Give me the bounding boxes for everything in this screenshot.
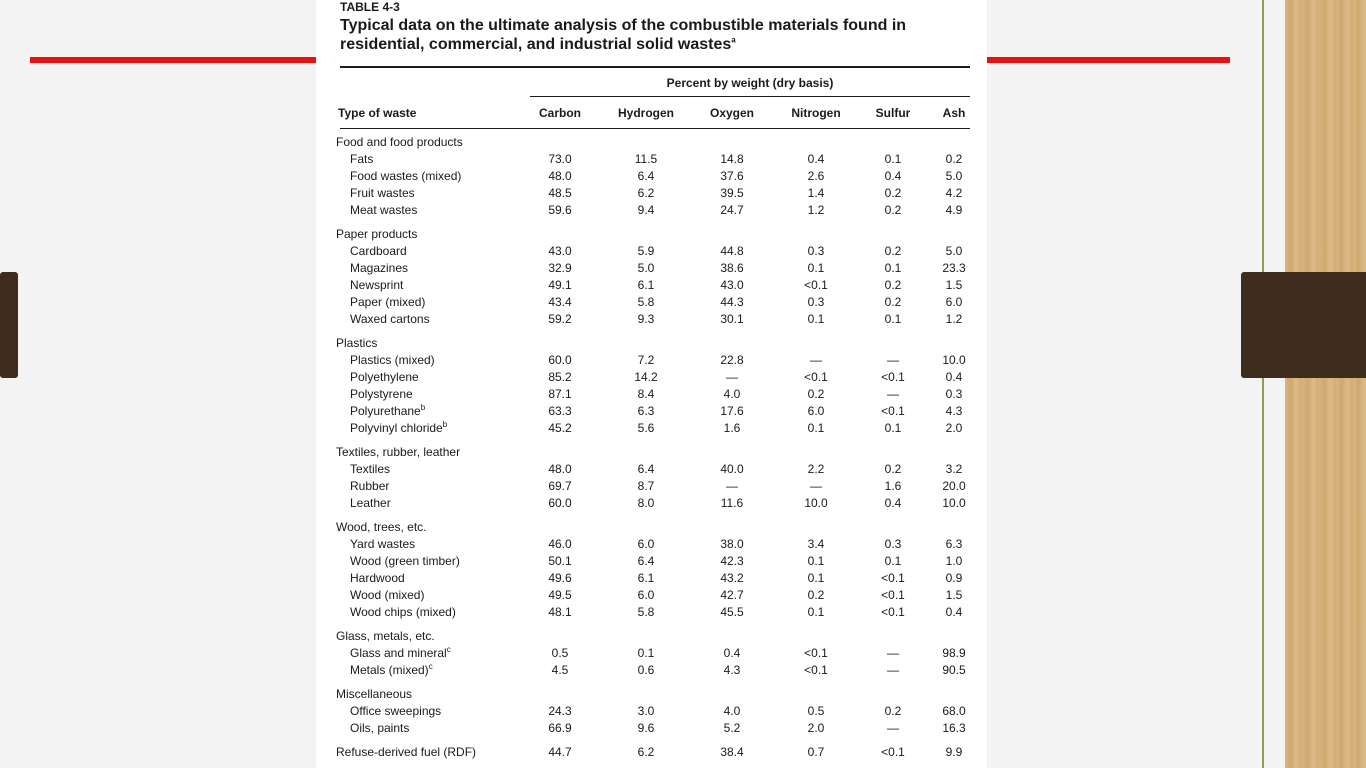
cell-oxygen: 42.7 xyxy=(720,588,744,602)
row-label-text: Textiles, rubber, leather xyxy=(336,445,461,459)
cell-hydrogen: 14.2 xyxy=(634,370,658,384)
cell-sulfur: 0.3 xyxy=(884,537,902,551)
table-row xyxy=(316,311,987,328)
cell-hydrogen: 7.2 xyxy=(637,353,655,367)
cell-nitrogen: 10.0 xyxy=(804,496,828,510)
cell-nitrogen: 0.7 xyxy=(807,745,825,759)
category-label xyxy=(336,519,427,536)
category-label xyxy=(336,444,460,461)
cell-hydrogen: 6.4 xyxy=(637,169,655,183)
cell-nitrogen: 0.1 xyxy=(807,571,825,585)
row-label-text: Fats xyxy=(350,152,374,166)
row-label xyxy=(350,369,419,386)
cell-carbon: 60.0 xyxy=(548,353,572,367)
cell-oxygen: 11.6 xyxy=(720,496,744,510)
header-rule xyxy=(340,128,970,129)
footnote-mark: b xyxy=(420,403,426,412)
footnote-mark: c xyxy=(446,645,451,654)
cell-oxygen: 40.0 xyxy=(720,462,744,476)
table-row xyxy=(316,294,987,311)
category-label xyxy=(336,134,463,151)
category-row xyxy=(316,134,987,151)
cell-sulfur: <0.1 xyxy=(881,370,905,384)
cell-carbon: 87.1 xyxy=(548,387,572,401)
cell-sulfur: 0.1 xyxy=(884,421,902,435)
row-label-text: Magazines xyxy=(350,261,409,275)
footnote-mark: c xyxy=(428,662,433,671)
cell-sulfur: 0.4 xyxy=(884,496,902,510)
cell-ash: 3.2 xyxy=(945,462,963,476)
cell-nitrogen: 0.4 xyxy=(807,152,825,166)
row-label xyxy=(350,604,456,621)
row-label xyxy=(350,260,408,277)
cell-carbon: 43.4 xyxy=(548,295,572,309)
category-label xyxy=(336,686,412,703)
cell-nitrogen: <0.1 xyxy=(804,663,828,677)
table-row xyxy=(316,570,987,587)
category-label xyxy=(336,744,476,761)
cell-oxygen: 45.5 xyxy=(720,605,744,619)
row-label xyxy=(350,720,409,737)
row-label-text: Rubber xyxy=(350,479,390,493)
cell-hydrogen: 0.1 xyxy=(637,646,655,660)
row-label-text: Waxed cartons xyxy=(350,312,430,326)
cell-oxygen: 38.6 xyxy=(720,261,744,275)
table-row xyxy=(316,587,987,604)
cell-sulfur: 0.2 xyxy=(884,203,902,217)
table-row xyxy=(316,420,987,437)
row-label xyxy=(350,311,430,328)
cell-hydrogen: 8.4 xyxy=(637,387,655,401)
cell-nitrogen: <0.1 xyxy=(804,370,828,384)
cell-oxygen: 4.0 xyxy=(723,387,741,401)
column-header-nitrogen: Nitrogen xyxy=(791,106,841,120)
cell-oxygen: 37.6 xyxy=(720,169,744,183)
cell-sulfur: <0.1 xyxy=(881,571,905,585)
table-row xyxy=(316,645,987,662)
cell-sulfur: — xyxy=(887,353,899,367)
cell-sulfur: — xyxy=(887,387,899,401)
row-label xyxy=(350,277,403,294)
category-label xyxy=(336,226,417,243)
cell-hydrogen: 8.0 xyxy=(637,496,655,510)
cell-ash: 0.4 xyxy=(945,370,963,384)
cell-carbon: 49.1 xyxy=(548,278,572,292)
cell-carbon: 48.1 xyxy=(548,605,572,619)
decorative-tab-left xyxy=(0,272,18,378)
accent-line-left xyxy=(30,57,320,63)
cell-oxygen: 4.0 xyxy=(723,704,741,718)
cell-ash: 98.9 xyxy=(942,646,966,660)
row-label xyxy=(350,662,433,679)
table-row xyxy=(316,662,987,679)
cell-oxygen: — xyxy=(726,479,738,493)
cell-ash: 4.9 xyxy=(945,203,963,217)
cell-sulfur: 0.2 xyxy=(884,278,902,292)
category-row xyxy=(316,444,987,461)
cell-hydrogen: 6.2 xyxy=(637,745,655,759)
cell-nitrogen: 6.0 xyxy=(807,404,825,418)
cell-ash: 10.0 xyxy=(942,353,966,367)
row-label-text: Glass, metals, etc. xyxy=(336,629,435,643)
cell-ash: 23.3 xyxy=(942,261,966,275)
cell-ash: 0.2 xyxy=(945,152,963,166)
cell-oxygen: 44.3 xyxy=(720,295,744,309)
cell-carbon: 60.0 xyxy=(548,496,572,510)
cell-sulfur: <0.1 xyxy=(881,588,905,602)
category-label xyxy=(336,335,377,352)
row-label-text: Wood (mixed) xyxy=(350,588,425,602)
row-label xyxy=(350,461,390,478)
cell-carbon: 48.0 xyxy=(548,462,572,476)
column-header-sulfur: Sulfur xyxy=(875,106,911,120)
cell-hydrogen: 6.1 xyxy=(637,278,655,292)
cell-nitrogen: 0.1 xyxy=(807,554,825,568)
cell-nitrogen: 2.0 xyxy=(807,721,825,735)
cell-ash: 2.0 xyxy=(945,421,963,435)
cell-sulfur: 0.2 xyxy=(884,244,902,258)
cell-carbon: 49.5 xyxy=(548,588,572,602)
cell-hydrogen: 0.6 xyxy=(637,663,655,677)
cell-sulfur: 0.2 xyxy=(884,462,902,476)
cell-ash: 6.0 xyxy=(945,295,963,309)
divider-line xyxy=(1262,0,1264,768)
row-label xyxy=(350,495,391,512)
category-row xyxy=(316,686,987,703)
cell-oxygen: 39.5 xyxy=(720,186,744,200)
row-label-text: Paper (mixed) xyxy=(350,295,426,309)
category-label xyxy=(336,628,435,645)
cell-oxygen: 22.8 xyxy=(720,353,744,367)
column-header-oxygen: Oxygen xyxy=(709,106,754,120)
column-header-ash: Ash xyxy=(942,106,966,120)
cell-ash: 4.2 xyxy=(945,186,963,200)
cell-sulfur: — xyxy=(887,721,899,735)
cell-carbon: 48.5 xyxy=(548,186,572,200)
table-row xyxy=(316,185,987,202)
table-row xyxy=(316,461,987,478)
table-row xyxy=(316,703,987,720)
cell-sulfur: — xyxy=(887,663,899,677)
cell-nitrogen: — xyxy=(810,479,822,493)
row-label-text: Paper products xyxy=(336,227,418,241)
group-rule xyxy=(530,96,970,97)
cell-hydrogen: 3.0 xyxy=(637,704,655,718)
cell-oxygen: 43.2 xyxy=(720,571,744,585)
row-label xyxy=(350,703,441,720)
cell-ash: 6.3 xyxy=(945,537,963,551)
cell-ash: 4.3 xyxy=(945,404,963,418)
cell-carbon: 85.2 xyxy=(548,370,572,384)
cell-sulfur: <0.1 xyxy=(881,745,905,759)
cell-hydrogen: 9.3 xyxy=(637,312,655,326)
cell-oxygen: 14.8 xyxy=(720,152,744,166)
cell-hydrogen: 11.5 xyxy=(634,152,658,166)
cell-oxygen: 42.3 xyxy=(720,554,744,568)
cell-carbon: 49.6 xyxy=(548,571,572,585)
table-row xyxy=(316,243,987,260)
cell-ash: 5.0 xyxy=(945,244,963,258)
cell-ash: 16.3 xyxy=(942,721,966,735)
cell-ash: 68.0 xyxy=(942,704,966,718)
cell-carbon: 50.1 xyxy=(548,554,572,568)
cell-ash: 0.9 xyxy=(945,571,963,585)
cell-ash: 10.0 xyxy=(942,496,966,510)
cell-ash: 1.2 xyxy=(945,312,963,326)
row-label-text: Polyvinyl chloride xyxy=(350,421,443,435)
table-title-text: Typical data on the ultimate analysis of the combustible materials found in residential, commercial, and industrial solid wastes xyxy=(340,17,907,53)
cell-sulfur: 0.2 xyxy=(884,186,902,200)
row-label-text: Food wastes (mixed) xyxy=(350,169,462,183)
cell-nitrogen: 0.1 xyxy=(807,261,825,275)
row-label xyxy=(350,478,389,495)
cell-sulfur: 0.4 xyxy=(884,169,902,183)
cell-carbon: 59.6 xyxy=(548,203,572,217)
column-header-carbon: Carbon xyxy=(539,106,581,120)
cell-nitrogen: 0.3 xyxy=(807,295,825,309)
table-row xyxy=(316,478,987,495)
row-label-text: Food and food products xyxy=(336,135,463,149)
cell-oxygen: — xyxy=(726,370,738,384)
table-row xyxy=(316,604,987,621)
cell-hydrogen: 6.4 xyxy=(637,462,655,476)
cell-hydrogen: 6.4 xyxy=(637,554,655,568)
cell-nitrogen: 0.3 xyxy=(807,244,825,258)
cell-hydrogen: 6.2 xyxy=(637,186,655,200)
cell-nitrogen: 0.5 xyxy=(807,704,825,718)
row-label-text: Wood chips (mixed) xyxy=(350,605,456,619)
cell-sulfur: 0.2 xyxy=(884,704,902,718)
cell-hydrogen: 5.8 xyxy=(637,295,655,309)
cell-hydrogen: 6.1 xyxy=(637,571,655,585)
cell-nitrogen: 0.2 xyxy=(807,588,825,602)
column-header-hydrogen: Hydrogen xyxy=(617,106,674,120)
cell-hydrogen: 6.3 xyxy=(637,404,655,418)
cell-nitrogen: — xyxy=(810,353,822,367)
cell-nitrogen: 3.4 xyxy=(807,537,825,551)
row-label xyxy=(350,570,405,587)
cell-nitrogen: 2.6 xyxy=(807,169,825,183)
row-label xyxy=(350,553,460,570)
decorative-tab-right xyxy=(1241,272,1366,378)
cell-nitrogen: <0.1 xyxy=(804,646,828,660)
row-label-text: Metals (mixed) xyxy=(350,663,429,677)
table-row xyxy=(316,553,987,570)
cell-nitrogen: 0.2 xyxy=(807,387,825,401)
row-label-text: Hardwood xyxy=(350,571,405,585)
title-footnote-mark: a xyxy=(731,35,736,45)
cell-carbon: 59.2 xyxy=(548,312,572,326)
table-row xyxy=(316,352,987,369)
cell-carbon: 24.3 xyxy=(548,704,572,718)
row-label xyxy=(350,185,415,202)
row-label-text: Meat wastes xyxy=(350,203,418,217)
cell-oxygen: 38.0 xyxy=(720,537,744,551)
accent-line-right xyxy=(985,57,1230,63)
cell-hydrogen: 9.6 xyxy=(637,721,655,735)
table-row xyxy=(316,260,987,277)
cell-sulfur: 0.1 xyxy=(884,152,902,166)
category-row xyxy=(316,335,987,352)
table-row xyxy=(316,386,987,403)
cell-oxygen: 43.0 xyxy=(720,278,744,292)
row-label xyxy=(350,202,417,219)
table-row xyxy=(316,151,987,168)
table-number: TABLE 4-3 xyxy=(340,0,400,14)
cell-oxygen: 44.8 xyxy=(720,244,744,258)
row-label-text: Office sweepings xyxy=(350,704,442,718)
cell-carbon: 0.5 xyxy=(551,646,569,660)
cell-sulfur: <0.1 xyxy=(881,404,905,418)
cell-ash: 1.5 xyxy=(945,588,963,602)
cell-oxygen: 4.3 xyxy=(723,663,741,677)
row-label-text: Refuse-derived fuel (RDF) xyxy=(336,745,477,759)
cell-ash: 0.3 xyxy=(945,387,963,401)
wood-strip xyxy=(1285,0,1366,768)
table-title xyxy=(340,16,960,54)
cell-sulfur: 0.1 xyxy=(884,554,902,568)
table-row xyxy=(316,202,987,219)
row-label-text: Plastics (mixed) xyxy=(350,353,435,367)
cell-carbon: 45.2 xyxy=(548,421,572,435)
row-label-text: Wood, trees, etc. xyxy=(336,520,427,534)
row-label-text: Newsprint xyxy=(350,278,404,292)
row-label xyxy=(350,294,425,311)
cell-ash: 20.0 xyxy=(942,479,966,493)
row-label-text: Polyurethane xyxy=(350,404,421,418)
cell-carbon: 32.9 xyxy=(548,261,572,275)
cell-carbon: 43.0 xyxy=(548,244,572,258)
cell-sulfur: 0.1 xyxy=(884,312,902,326)
row-label-text: Textiles xyxy=(350,462,391,476)
table-row xyxy=(316,403,987,420)
cell-sulfur: 0.1 xyxy=(884,261,902,275)
cell-sulfur: — xyxy=(887,646,899,660)
row-label-text: Glass and mineral xyxy=(350,646,447,660)
row-label-text: Yard wastes xyxy=(350,537,416,551)
cell-nitrogen: 1.2 xyxy=(807,203,825,217)
cell-hydrogen: 9.4 xyxy=(637,203,655,217)
row-label xyxy=(350,168,461,185)
row-label-text: Wood (green timber) xyxy=(350,554,460,568)
cell-oxygen: 1.6 xyxy=(723,421,741,435)
category-row xyxy=(316,519,987,536)
cell-sulfur: <0.1 xyxy=(881,605,905,619)
cell-ash: 0.4 xyxy=(945,605,963,619)
cell-carbon: 4.5 xyxy=(551,663,569,677)
cell-carbon: 63.3 xyxy=(548,404,572,418)
row-label xyxy=(350,645,451,662)
table-row xyxy=(316,720,987,737)
row-label xyxy=(350,587,424,604)
row-label-text: Plastics xyxy=(336,336,378,350)
table-row xyxy=(316,277,987,294)
row-label xyxy=(350,151,373,168)
table-row xyxy=(316,168,987,185)
column-group-header: Percent by weight (dry basis) xyxy=(666,76,834,90)
cell-hydrogen: 5.0 xyxy=(637,261,655,275)
cell-ash: 9.9 xyxy=(945,745,963,759)
cell-hydrogen: 5.9 xyxy=(637,244,655,258)
table-row xyxy=(316,536,987,553)
cell-oxygen: 17.6 xyxy=(720,404,744,418)
cell-ash: 1.0 xyxy=(945,554,963,568)
scanned-table-page xyxy=(316,0,987,768)
row-label-text: Cardboard xyxy=(350,244,407,258)
cell-ash: 5.0 xyxy=(945,169,963,183)
category-row xyxy=(316,628,987,645)
category-row xyxy=(316,226,987,243)
category-row xyxy=(316,744,987,761)
cell-carbon: 46.0 xyxy=(548,537,572,551)
cell-carbon: 66.9 xyxy=(548,721,572,735)
cell-oxygen: 0.4 xyxy=(723,646,741,660)
row-label-text: Polystyrene xyxy=(350,387,413,401)
cell-carbon: 69.7 xyxy=(548,479,572,493)
cell-carbon: 73.0 xyxy=(548,152,572,166)
top-rule xyxy=(340,66,970,68)
cell-nitrogen: 0.1 xyxy=(807,421,825,435)
cell-sulfur: 0.2 xyxy=(884,295,902,309)
row-label xyxy=(350,386,413,403)
row-label xyxy=(350,536,415,553)
cell-hydrogen: 5.8 xyxy=(637,605,655,619)
cell-nitrogen: 1.4 xyxy=(807,186,825,200)
cell-carbon: 44.7 xyxy=(548,745,572,759)
footnote-mark: b xyxy=(442,420,448,429)
row-label-text: Leather xyxy=(350,496,391,510)
cell-ash: 90.5 xyxy=(942,663,966,677)
row-label xyxy=(350,352,435,369)
cell-hydrogen: 8.7 xyxy=(637,479,655,493)
cell-oxygen: 5.2 xyxy=(723,721,741,735)
row-label-text: Miscellaneous xyxy=(336,687,413,701)
cell-ash: 1.5 xyxy=(945,278,963,292)
cell-carbon: 48.0 xyxy=(548,169,572,183)
cell-hydrogen: 6.0 xyxy=(637,537,655,551)
row-label xyxy=(350,403,425,420)
cell-hydrogen: 6.0 xyxy=(637,588,655,602)
cell-oxygen: 24.7 xyxy=(720,203,744,217)
cell-nitrogen: 0.1 xyxy=(807,312,825,326)
cell-nitrogen: 2.2 xyxy=(807,462,825,476)
row-label-text: Oils, paints xyxy=(350,721,410,735)
cell-hydrogen: 5.6 xyxy=(637,421,655,435)
row-label xyxy=(350,243,407,260)
table-row xyxy=(316,369,987,386)
cell-nitrogen: 0.1 xyxy=(807,605,825,619)
cell-sulfur: 1.6 xyxy=(884,479,902,493)
row-label-text: Polyethylene xyxy=(350,370,419,384)
cell-oxygen: 30.1 xyxy=(720,312,744,326)
row-label xyxy=(350,420,447,437)
row-header: Type of waste xyxy=(338,106,417,120)
cell-nitrogen: <0.1 xyxy=(804,278,828,292)
row-label-text: Fruit wastes xyxy=(350,186,415,200)
cell-oxygen: 38.4 xyxy=(720,745,744,759)
table-row xyxy=(316,495,987,512)
